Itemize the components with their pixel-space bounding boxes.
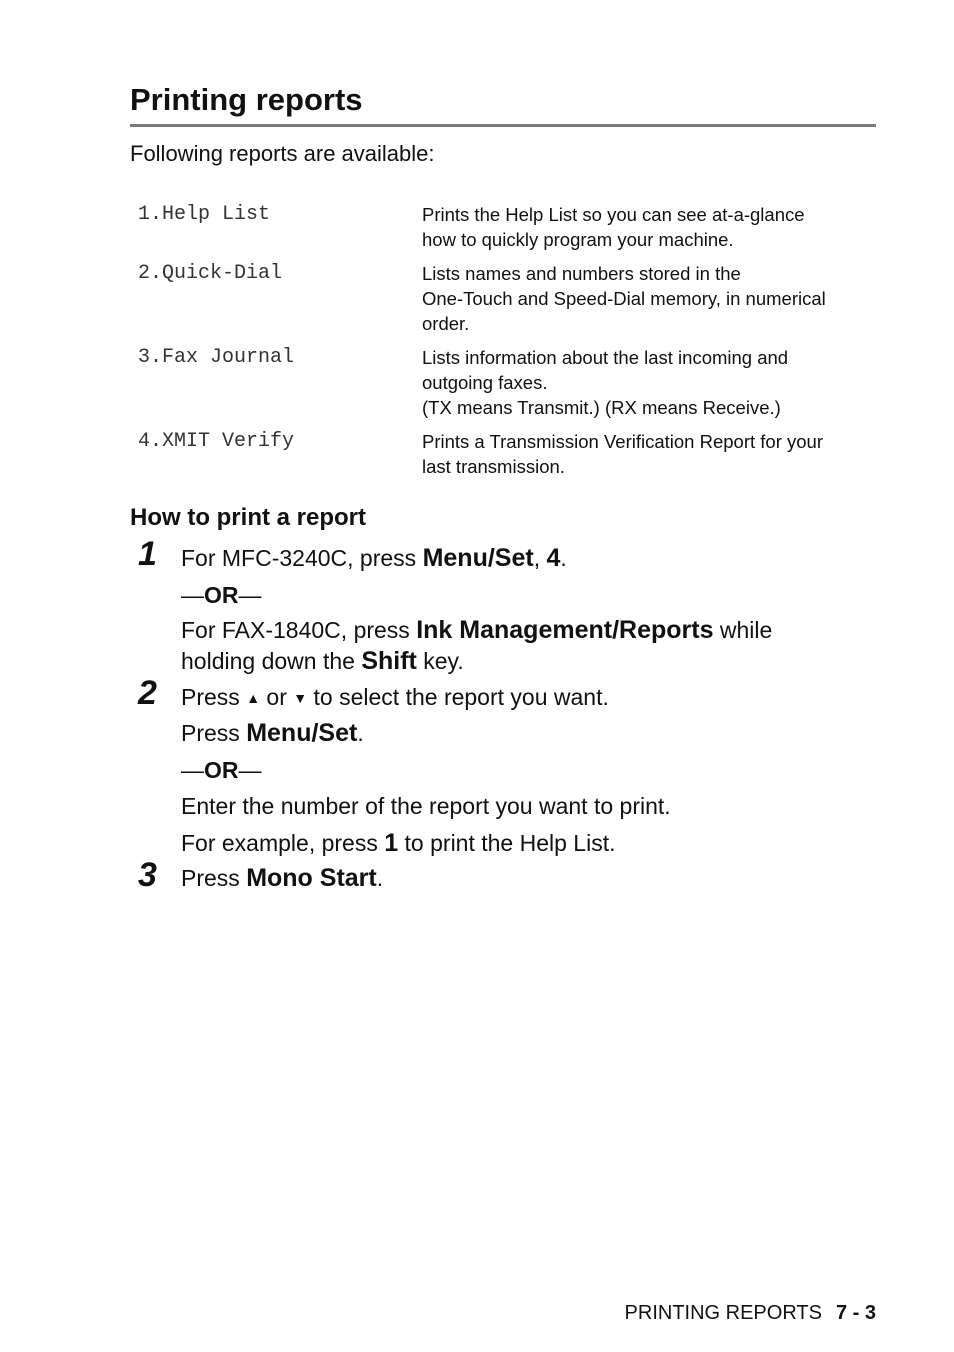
step-text: . xyxy=(560,545,567,571)
step-2-example xyxy=(181,828,616,858)
report-code: 2.Quick-Dial xyxy=(138,262,283,285)
page-footer xyxy=(625,1300,876,1326)
report-description-line: (TX means Transmit.) (RX means Receive.) xyxy=(422,397,781,418)
step-3-text xyxy=(181,863,383,893)
report-description xyxy=(422,202,878,252)
report-description-line: outgoing faxes. xyxy=(422,372,548,393)
report-description-line: Lists information about the last incoming and xyxy=(422,347,789,368)
key-label: Mono Start xyxy=(246,864,377,892)
step-2-text xyxy=(181,682,609,713)
title-divider xyxy=(130,124,876,127)
key-label: 1 xyxy=(384,829,399,857)
page-number: 7 - 3 xyxy=(835,1302,876,1324)
report-description-line: last transmission. xyxy=(422,456,565,477)
report-code: 1.Help List xyxy=(138,203,271,226)
step-text: , xyxy=(533,545,547,571)
report-description xyxy=(422,261,878,336)
down-arrow-icon: ▼ xyxy=(293,690,308,706)
step-text: to print the Help List. xyxy=(398,830,616,856)
intro-text: Following reports are available: xyxy=(130,141,435,166)
step-1-text xyxy=(181,543,567,573)
report-code: 3.Fax Journal xyxy=(138,346,295,369)
step-number: 2 xyxy=(138,674,157,712)
or-label: OR xyxy=(204,582,239,608)
key-label: Ink Management/Reports xyxy=(416,616,714,644)
step-text: to select the report you want. xyxy=(307,684,609,710)
step-text: key. xyxy=(416,648,464,674)
step-text: For example, press xyxy=(181,830,385,856)
report-description xyxy=(422,429,878,479)
step-text: Press xyxy=(181,720,247,746)
report-description-line: Prints the Help List so you can see at-a-glance xyxy=(422,204,805,225)
report-description-line: One-Touch and Speed-Dial memory, in numerical xyxy=(422,288,826,309)
step-text: while xyxy=(713,617,773,643)
section-heading: How to print a report xyxy=(130,504,366,531)
step-1-alt-text-cont xyxy=(181,646,464,676)
report-description-line: order. xyxy=(422,313,470,334)
step-text: or xyxy=(260,684,294,710)
report-description-line: Lists names and numbers stored in the xyxy=(422,263,741,284)
report-code: 4.XMIT Verify xyxy=(138,430,295,453)
step-text: . xyxy=(376,865,384,891)
report-description xyxy=(422,345,878,420)
step-text: . xyxy=(357,720,364,746)
page-title: Printing reports xyxy=(130,82,363,117)
report-description-line: how to quickly program your machine. xyxy=(422,229,734,250)
report-description-line: Prints a Transmission Verification Report for your xyxy=(422,431,823,452)
step-number: 3 xyxy=(138,856,157,894)
step-text: Press xyxy=(181,865,247,891)
step-number: 1 xyxy=(138,535,157,573)
step-1-alt-text xyxy=(181,615,772,645)
step-text: For MFC-3240C, press xyxy=(181,545,423,571)
or-separator: —OR— xyxy=(181,582,262,608)
or-label: OR xyxy=(204,757,239,783)
step-text: Press xyxy=(181,684,247,710)
step-2-press xyxy=(181,718,364,748)
key-label: Menu/Set xyxy=(422,544,534,572)
step-text: For FAX-1840C, press xyxy=(181,617,417,643)
key-label: Menu/Set xyxy=(246,719,358,747)
key-label: 4 xyxy=(546,544,561,572)
footer-section: PRINTING REPORTS xyxy=(624,1302,822,1324)
step-text: holding down the xyxy=(181,648,362,674)
up-arrow-icon: ▲ xyxy=(246,690,261,706)
or-separator: —OR— xyxy=(181,757,262,783)
step-2-enter-text: Enter the number of the report you want to print. xyxy=(181,793,671,819)
key-label: Shift xyxy=(361,647,417,675)
